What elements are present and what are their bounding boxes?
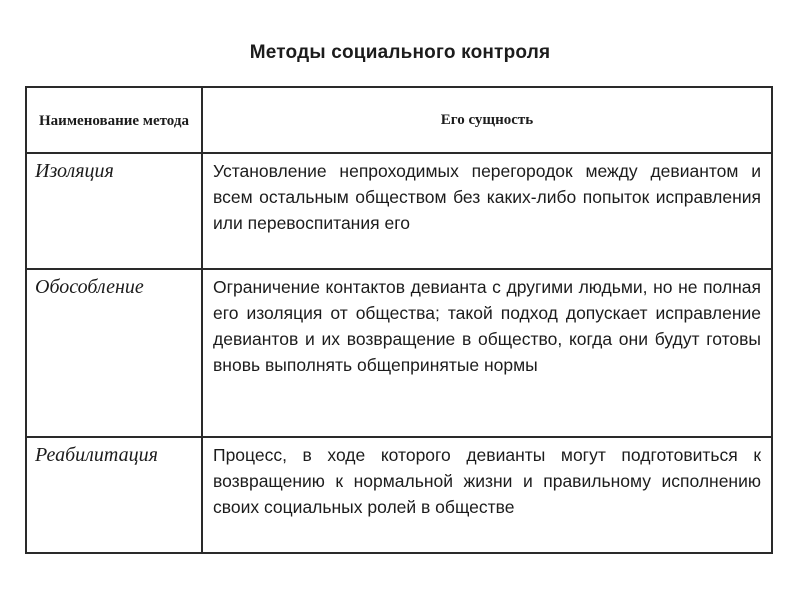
page-title: Методы социального контроля [249,42,551,63]
header-method: Наименование метода [26,87,202,153]
header-essence: Его сущность [202,87,772,153]
method-essence: Ограничение контактов девианта с другими людьми, но не полная его изоляция от общества; такой подход допускает исправление девиантов и их возвращение в общество, когда они будут готовы вновь выполнять общепринятые нормы [202,269,772,437]
table-header-row [26,87,772,153]
methods-table [25,86,773,554]
method-name: Изоляция [26,153,202,269]
table-row [26,437,772,553]
method-essence: Процесс, в ходе которого девианты могут подготовиться к возвращению к нормальной жизни и правильному исполнению своих социальных ролей в обществе [202,437,772,553]
method-essence: Установление непроходимых перегородок между девиантом и всем остальным обществом без каких-либо попыток исправления или перевоспитания его [202,153,772,269]
table-row [26,269,772,437]
method-name: Реабилитация [26,437,202,553]
table-row [26,153,772,269]
method-name: Обособление [26,269,202,437]
